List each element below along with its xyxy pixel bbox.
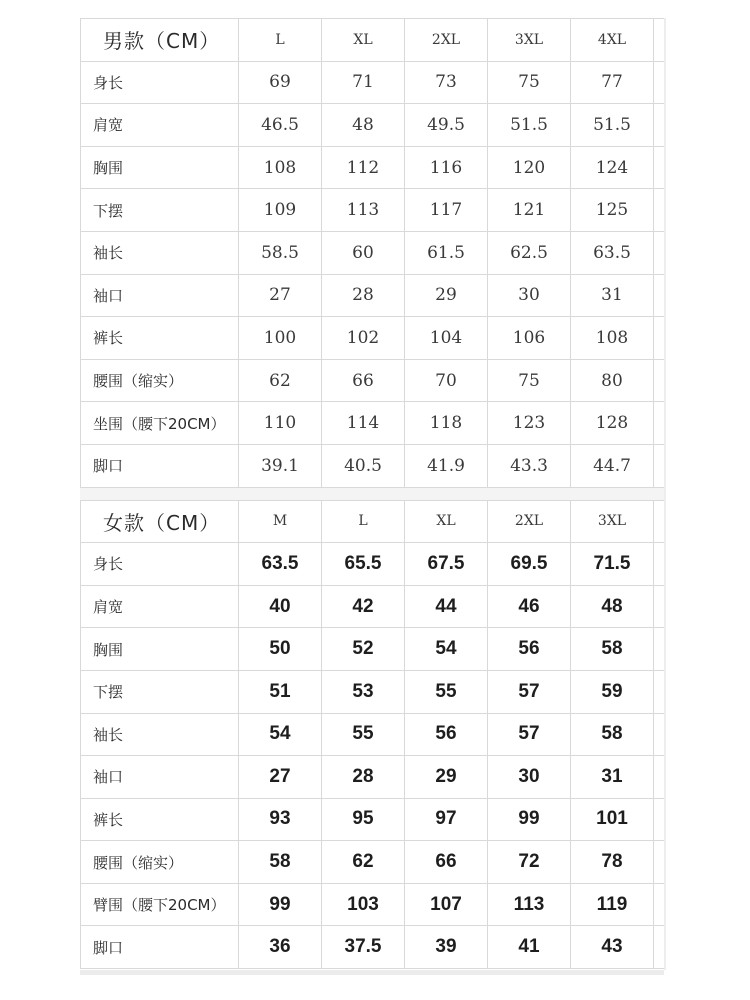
empty-cell xyxy=(654,543,665,586)
measurement-value: 102 xyxy=(322,317,405,360)
measurement-value: 108 xyxy=(239,146,322,189)
measurement-value: 100 xyxy=(239,317,322,360)
measurement-value: 54 xyxy=(239,713,322,756)
empty-cell xyxy=(654,402,665,445)
men-header-row xyxy=(81,19,665,62)
size-header: M xyxy=(239,500,322,543)
measurement-value: 31 xyxy=(571,274,654,317)
table-row xyxy=(81,359,665,402)
measurement-value: 39.1 xyxy=(239,444,322,487)
empty-cell xyxy=(654,19,665,62)
measurement-value: 78 xyxy=(571,841,654,884)
measurement-value: 51.5 xyxy=(488,104,571,147)
measurement-value: 118 xyxy=(405,402,488,445)
measurement-value: 58 xyxy=(239,841,322,884)
measurement-value: 108 xyxy=(571,317,654,360)
measurement-value: 107 xyxy=(405,883,488,926)
measurement-label: 裤长 xyxy=(81,317,239,360)
measurement-value: 28 xyxy=(322,274,405,317)
measurement-value: 69 xyxy=(239,61,322,104)
measurement-value: 48 xyxy=(571,585,654,628)
empty-cell xyxy=(654,274,665,317)
measurement-label: 胸围 xyxy=(81,146,239,189)
measurement-value: 70 xyxy=(405,359,488,402)
table-row xyxy=(81,713,665,756)
empty-cell xyxy=(654,61,665,104)
measurement-label: 袖口 xyxy=(81,274,239,317)
measurement-value: 114 xyxy=(322,402,405,445)
empty-cell xyxy=(654,585,665,628)
measurement-value: 62 xyxy=(322,841,405,884)
table-row xyxy=(81,798,665,841)
empty-cell xyxy=(654,841,665,884)
measurement-label: 下摆 xyxy=(81,189,239,232)
table-row xyxy=(81,756,665,799)
measurement-value: 56 xyxy=(405,713,488,756)
measurement-value: 58 xyxy=(571,628,654,671)
measurement-value: 51.5 xyxy=(571,104,654,147)
table-row xyxy=(81,926,665,969)
measurement-value: 99 xyxy=(488,798,571,841)
measurement-value: 49.5 xyxy=(405,104,488,147)
measurement-label: 脚口 xyxy=(81,444,239,487)
measurement-value: 69.5 xyxy=(488,543,571,586)
measurement-value: 55 xyxy=(322,713,405,756)
measurement-value: 110 xyxy=(239,402,322,445)
empty-cell xyxy=(654,628,665,671)
size-header: 2XL xyxy=(488,500,571,543)
table-row xyxy=(81,444,665,487)
empty-cell xyxy=(654,670,665,713)
table-row xyxy=(81,231,665,274)
table-row xyxy=(81,317,665,360)
measurement-value: 73 xyxy=(405,61,488,104)
empty-cell xyxy=(654,359,665,402)
table-row xyxy=(81,543,665,586)
measurement-value: 67.5 xyxy=(405,543,488,586)
measurement-value: 95 xyxy=(322,798,405,841)
measurement-value: 112 xyxy=(322,146,405,189)
measurement-value: 80 xyxy=(571,359,654,402)
measurement-value: 104 xyxy=(405,317,488,360)
table-row xyxy=(81,402,665,445)
empty-cell xyxy=(654,883,665,926)
womens-size-table xyxy=(80,500,665,970)
measurement-value: 71.5 xyxy=(571,543,654,586)
measurement-label: 袖口 xyxy=(81,756,239,799)
measurement-value: 43.3 xyxy=(488,444,571,487)
measurement-value: 97 xyxy=(405,798,488,841)
measurement-value: 41.9 xyxy=(405,444,488,487)
measurement-label: 裤长 xyxy=(81,798,239,841)
measurement-value: 46 xyxy=(488,585,571,628)
measurement-value: 48 xyxy=(322,104,405,147)
table-row xyxy=(81,883,665,926)
empty-cell xyxy=(654,189,665,232)
measurement-value: 75 xyxy=(488,61,571,104)
measurement-value: 101 xyxy=(571,798,654,841)
empty-cell xyxy=(654,317,665,360)
measurement-value: 44 xyxy=(405,585,488,628)
measurement-label: 肩宽 xyxy=(81,104,239,147)
size-header: 2XL xyxy=(405,19,488,62)
page-bottom-edge xyxy=(80,970,664,975)
measurement-value: 43 xyxy=(571,926,654,969)
table-row xyxy=(81,146,665,189)
measurement-value: 62.5 xyxy=(488,231,571,274)
measurement-value: 55 xyxy=(405,670,488,713)
measurement-value: 124 xyxy=(571,146,654,189)
measurement-value: 51 xyxy=(239,670,322,713)
measurement-value: 103 xyxy=(322,883,405,926)
table-separator xyxy=(80,488,664,500)
table-row xyxy=(81,841,665,884)
page-edge-shadow xyxy=(664,18,666,970)
measurement-value: 121 xyxy=(488,189,571,232)
measurement-value: 119 xyxy=(571,883,654,926)
empty-cell xyxy=(654,798,665,841)
size-header: 4XL xyxy=(571,19,654,62)
empty-cell xyxy=(654,104,665,147)
measurement-value: 29 xyxy=(405,274,488,317)
measurement-label: 身长 xyxy=(81,543,239,586)
size-header: 3XL xyxy=(488,19,571,62)
measurement-value: 113 xyxy=(322,189,405,232)
measurement-value: 31 xyxy=(571,756,654,799)
measurement-label: 身长 xyxy=(81,61,239,104)
size-header: 3XL xyxy=(571,500,654,543)
measurement-value: 120 xyxy=(488,146,571,189)
measurement-label: 腰围（缩实） xyxy=(81,841,239,884)
measurement-value: 125 xyxy=(571,189,654,232)
measurement-value: 75 xyxy=(488,359,571,402)
measurement-value: 50 xyxy=(239,628,322,671)
mens-size-table xyxy=(80,18,665,488)
measurement-value: 106 xyxy=(488,317,571,360)
measurement-value: 41 xyxy=(488,926,571,969)
measurement-value: 46.5 xyxy=(239,104,322,147)
size-header: L xyxy=(322,500,405,543)
measurement-value: 28 xyxy=(322,756,405,799)
measurement-value: 40.5 xyxy=(322,444,405,487)
measurement-value: 27 xyxy=(239,756,322,799)
measurement-label: 袖长 xyxy=(81,231,239,274)
empty-cell xyxy=(654,500,665,543)
table-row xyxy=(81,274,665,317)
measurement-value: 65.5 xyxy=(322,543,405,586)
size-header: L xyxy=(239,19,322,62)
measurement-value: 66 xyxy=(405,841,488,884)
measurement-value: 59 xyxy=(571,670,654,713)
measurement-label: 胸围 xyxy=(81,628,239,671)
empty-cell xyxy=(654,231,665,274)
measurement-value: 63.5 xyxy=(239,543,322,586)
women-table-title: 女款（CM） xyxy=(81,500,239,543)
men-table-title: 男款（CM） xyxy=(81,19,239,62)
table-row xyxy=(81,189,665,232)
measurement-value: 109 xyxy=(239,189,322,232)
measurement-label: 脚口 xyxy=(81,926,239,969)
table-row xyxy=(81,61,665,104)
measurement-value: 30 xyxy=(488,756,571,799)
measurement-value: 30 xyxy=(488,274,571,317)
table-row xyxy=(81,104,665,147)
measurement-value: 116 xyxy=(405,146,488,189)
measurement-value: 58 xyxy=(571,713,654,756)
measurement-value: 56 xyxy=(488,628,571,671)
measurement-value: 60 xyxy=(322,231,405,274)
measurement-value: 93 xyxy=(239,798,322,841)
measurement-value: 117 xyxy=(405,189,488,232)
measurement-value: 39 xyxy=(405,926,488,969)
measurement-value: 52 xyxy=(322,628,405,671)
measurement-value: 99 xyxy=(239,883,322,926)
measurement-value: 27 xyxy=(239,274,322,317)
measurement-label: 肩宽 xyxy=(81,585,239,628)
empty-cell xyxy=(654,713,665,756)
measurement-value: 62 xyxy=(239,359,322,402)
empty-cell xyxy=(654,146,665,189)
measurement-value: 40 xyxy=(239,585,322,628)
measurement-value: 63.5 xyxy=(571,231,654,274)
measurement-value: 113 xyxy=(488,883,571,926)
women-header-row xyxy=(81,500,665,543)
measurement-value: 57 xyxy=(488,670,571,713)
size-header: XL xyxy=(405,500,488,543)
table-row xyxy=(81,628,665,671)
measurement-value: 53 xyxy=(322,670,405,713)
measurement-value: 72 xyxy=(488,841,571,884)
measurement-value: 57 xyxy=(488,713,571,756)
measurement-value: 123 xyxy=(488,402,571,445)
empty-cell xyxy=(654,926,665,969)
measurement-value: 58.5 xyxy=(239,231,322,274)
measurement-value: 54 xyxy=(405,628,488,671)
measurement-value: 128 xyxy=(571,402,654,445)
size-chart-sheet xyxy=(80,18,664,969)
table-row xyxy=(81,670,665,713)
measurement-value: 61.5 xyxy=(405,231,488,274)
measurement-value: 71 xyxy=(322,61,405,104)
measurement-value: 66 xyxy=(322,359,405,402)
measurement-label: 臂围（腰下20CM） xyxy=(81,883,239,926)
measurement-label: 坐围（腰下20CM） xyxy=(81,402,239,445)
empty-cell xyxy=(654,444,665,487)
size-header: XL xyxy=(322,19,405,62)
measurement-value: 77 xyxy=(571,61,654,104)
table-row xyxy=(81,585,665,628)
measurement-label: 腰围（缩实） xyxy=(81,359,239,402)
measurement-label: 袖长 xyxy=(81,713,239,756)
measurement-value: 29 xyxy=(405,756,488,799)
measurement-value: 36 xyxy=(239,926,322,969)
measurement-value: 44.7 xyxy=(571,444,654,487)
measurement-value: 37.5 xyxy=(322,926,405,969)
measurement-value: 42 xyxy=(322,585,405,628)
empty-cell xyxy=(654,756,665,799)
measurement-label: 下摆 xyxy=(81,670,239,713)
